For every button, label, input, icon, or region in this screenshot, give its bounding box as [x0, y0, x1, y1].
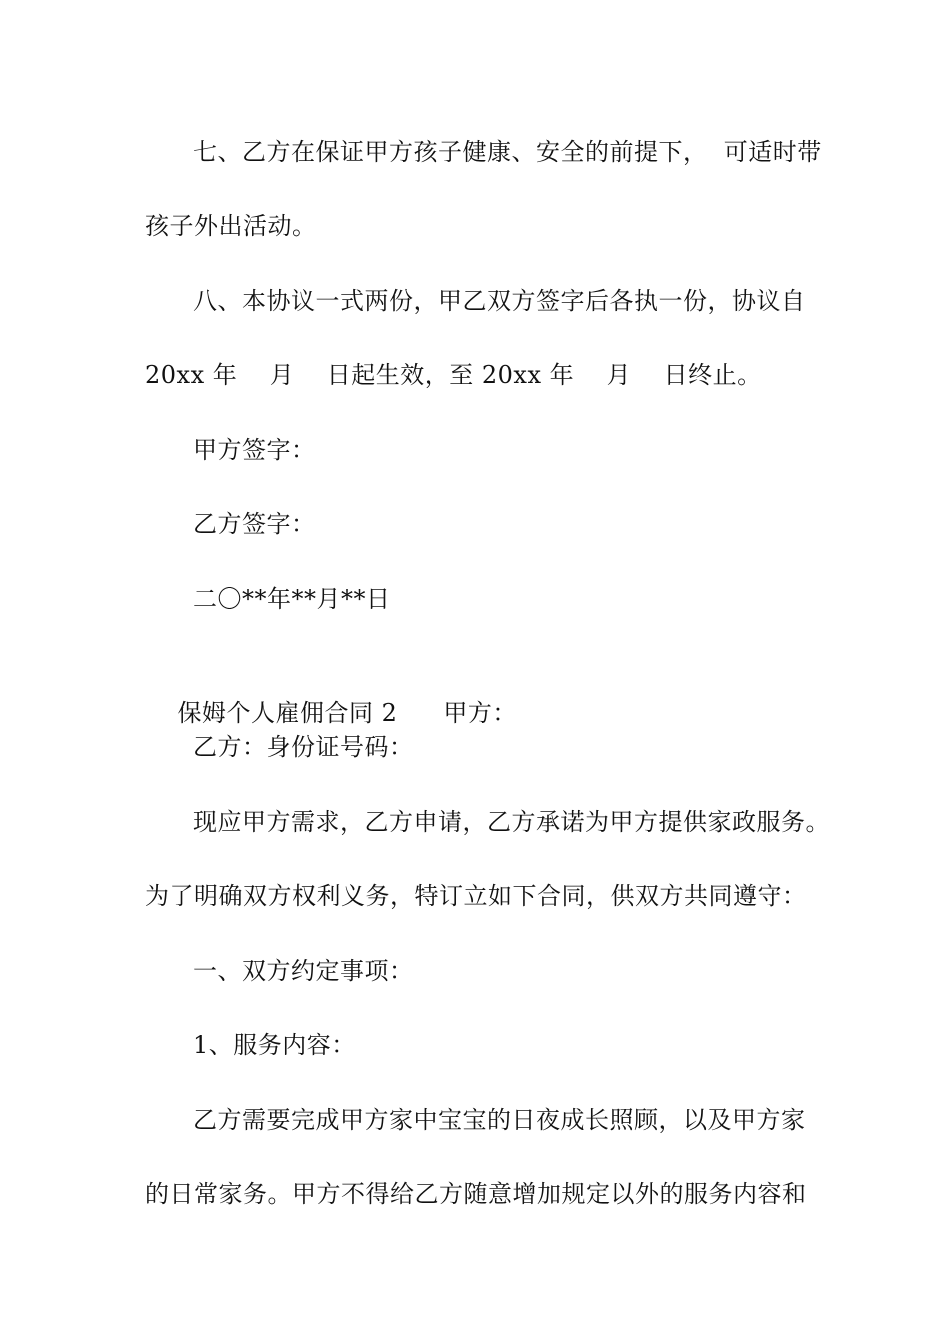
- clause-7-line-1: 七、乙方在保证甲方孩子健康、安全的前提下， 可适时带: [193, 138, 822, 166]
- clause-8-line-2: 20xx 年 月 日起生效，至 20xx 年 月 日终止。: [145, 361, 762, 389]
- clause-7-line-2: 孩子外出活动。: [145, 212, 317, 240]
- party-b-id-line: 乙方：身份证号码：: [193, 733, 414, 761]
- contract-title: 保姆个人雇佣合同 2: [177, 699, 398, 727]
- preamble-line-1: 现应甲方需求，乙方申请，乙方承诺为甲方提供家政服务。: [193, 808, 830, 836]
- contract-title-line: [145, 653, 517, 727]
- party-a-signature-label: 甲方签字：: [193, 436, 316, 464]
- party-a-label: 甲方：: [443, 699, 517, 727]
- party-b-signature-label: 乙方签字：: [193, 510, 316, 538]
- signature-date: 二〇**年**月**日: [193, 585, 391, 613]
- service-content-line-1: 乙方需要完成甲方家中宝宝的日夜成长照顾，以及甲方家: [193, 1106, 806, 1134]
- item-1-heading: 1、服务内容：: [193, 1031, 356, 1059]
- service-content-line-2: 的日常家务。甲方不得给乙方随意增加规定以外的服务内容和: [145, 1180, 807, 1208]
- clause-8-line-1: 八、本协议一式两份，甲乙双方签字后各执一份，协议自: [193, 287, 806, 315]
- section-1-heading: 一、双方约定事项：: [193, 957, 414, 985]
- preamble-line-2: 为了明确双方权利义务，特订立如下合同，供双方共同遵守：: [145, 882, 807, 910]
